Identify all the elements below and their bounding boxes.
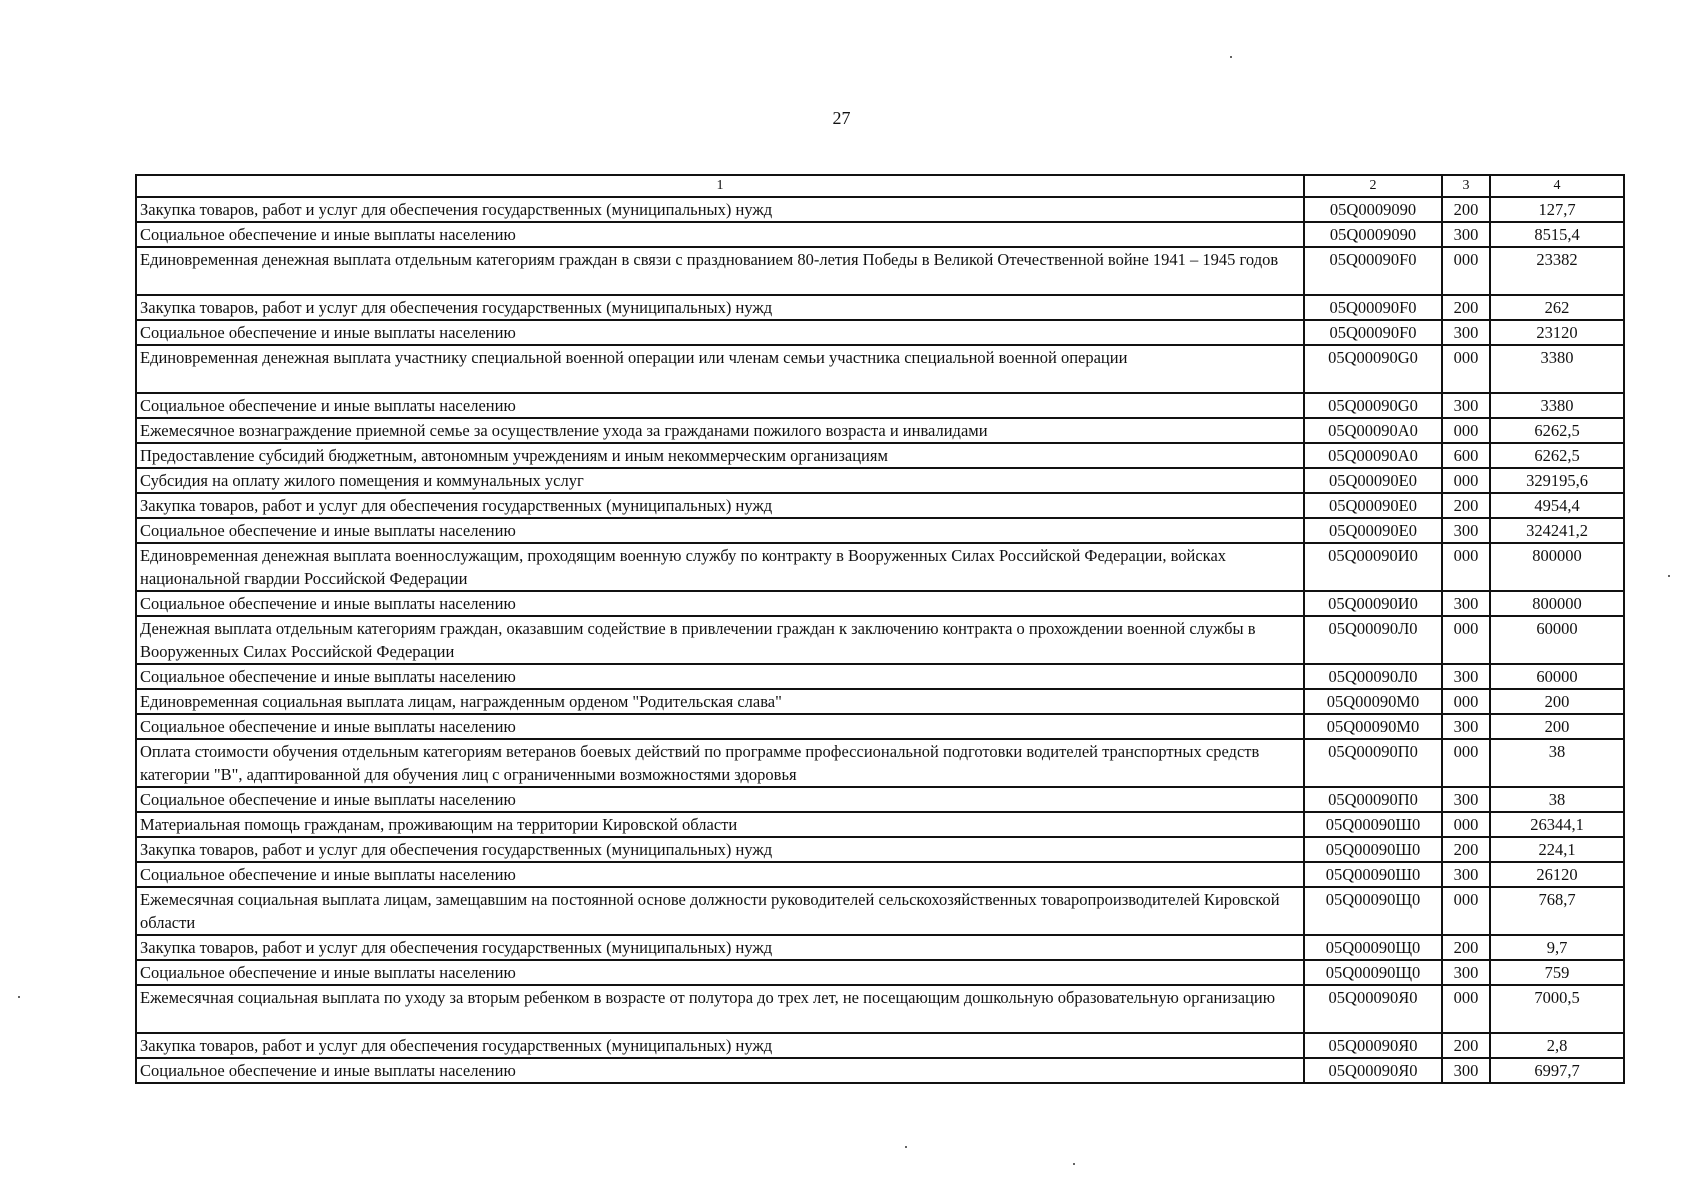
table-row [136,222,1624,247]
row-kvr: 300 [1442,1058,1490,1083]
row-name: Денежная выплата отдельным категориям граждан, оказавшим содействие в привлечении граждан к заключению контракта о прохождении военной службы в Вооруженных Силах Российской Федерации [136,616,1304,664]
row-kvr: 000 [1442,739,1490,787]
row-sum: 200 [1490,689,1624,714]
row-sum: 4954,4 [1490,493,1624,518]
row-kvr: 200 [1442,837,1490,862]
row-kvr: 000 [1442,418,1490,443]
row-sum: 60000 [1490,664,1624,689]
row-sum: 200 [1490,714,1624,739]
row-name: Социальное обеспечение и иные выплаты населению [136,518,1304,543]
row-kvr: 200 [1442,295,1490,320]
table-row [136,295,1624,320]
row-name: Материальная помощь гражданам, проживающим на территории Кировской области [136,812,1304,837]
row-kvr: 000 [1442,887,1490,935]
row-sum: 6997,7 [1490,1058,1624,1083]
table-row [136,616,1624,664]
table-row [136,739,1624,787]
row-sum: 324241,2 [1490,518,1624,543]
row-sum: 3380 [1490,345,1624,393]
row-sum: 759 [1490,960,1624,985]
row-kvr: 300 [1442,714,1490,739]
row-name: Социальное обеспечение и иные выплаты населению [136,787,1304,812]
table-row [136,689,1624,714]
row-sum: 60000 [1490,616,1624,664]
row-kvr: 200 [1442,935,1490,960]
row-code: 05Q00090Щ0 [1304,935,1442,960]
row-code: 05Q00090Щ0 [1304,960,1442,985]
row-code: 05Q00090Ш0 [1304,812,1442,837]
table-row [136,591,1624,616]
row-name: Единовременная социальная выплата лицам, награжденным орденом "Родительская слава" [136,689,1304,714]
row-code: 05Q00090П0 [1304,787,1442,812]
row-code: 05Q00090E0 [1304,518,1442,543]
table-row [136,1033,1624,1058]
row-name: Закупка товаров, работ и услуг для обеспечения государственных (муниципальных) нужд [136,837,1304,862]
row-name: Социальное обеспечение и иные выплаты населению [136,664,1304,689]
row-name: Единовременная денежная выплата участнику специальной военной операции или членам семьи участника специальной военной операции [136,345,1304,393]
row-code: 05Q00090И0 [1304,591,1442,616]
row-name: Ежемесячное вознаграждение приемной семье за осуществление ухода за гражданами пожилого возраста и инвалидами [136,418,1304,443]
page-number: 27 [832,108,851,128]
row-kvr: 300 [1442,664,1490,689]
row-kvr: 300 [1442,393,1490,418]
row-name: Субсидия на оплату жилого помещения и коммунальных услуг [136,468,1304,493]
table-row [136,1058,1624,1083]
row-code: 05Q00090F0 [1304,295,1442,320]
table-row [136,985,1624,1033]
row-kvr: 300 [1442,518,1490,543]
row-name: Единовременная денежная выплата отдельным категориям граждан в связи с празднованием 80-летия Победы в Великой Отечественной войне 1941 – 1945 годов [136,247,1304,295]
row-sum: 6262,5 [1490,443,1624,468]
row-kvr: 000 [1442,247,1490,295]
row-kvr: 000 [1442,985,1490,1033]
row-kvr: 000 [1442,543,1490,591]
row-sum: 23382 [1490,247,1624,295]
row-sum: 38 [1490,739,1624,787]
row-sum: 23120 [1490,320,1624,345]
table-row [136,320,1624,345]
table-row [136,345,1624,393]
row-name: Социальное обеспечение и иные выплаты населению [136,960,1304,985]
header-col-2: 2 [1304,175,1442,197]
row-kvr: 300 [1442,787,1490,812]
row-sum: 224,1 [1490,837,1624,862]
table-row [136,197,1624,222]
table-row [136,664,1624,689]
table-row [136,468,1624,493]
row-code: 05Q00090Я0 [1304,1058,1442,1083]
table-row [136,247,1624,295]
row-name: Ежемесячная социальная выплата по уходу за вторым ребенком в возрасте от полутора до трех лет, не посещающим дошкольную образовательную организацию [136,985,1304,1033]
row-name: Ежемесячная социальная выплата лицам, замещавшим на постоянной основе должности руководителей сельскохозяйственных товаропроизводителей Кировской области [136,887,1304,935]
row-sum: 329195,6 [1490,468,1624,493]
row-kvr: 300 [1442,320,1490,345]
row-name: Закупка товаров, работ и услуг для обеспечения государственных (муниципальных) нужд [136,1033,1304,1058]
header-col-4: 4 [1490,175,1624,197]
row-sum: 26120 [1490,862,1624,887]
row-kvr: 000 [1442,616,1490,664]
row-code: 05Q00090И0 [1304,543,1442,591]
scan-speck [905,1146,907,1148]
row-name: Социальное обеспечение и иные выплаты населению [136,222,1304,247]
table-row [136,862,1624,887]
row-name: Социальное обеспечение и иные выплаты населению [136,320,1304,345]
row-name: Закупка товаров, работ и услуг для обеспечения государственных (муниципальных) нужд [136,493,1304,518]
budget-table [135,174,1625,1084]
row-sum: 127,7 [1490,197,1624,222]
row-kvr: 600 [1442,443,1490,468]
row-kvr: 000 [1442,345,1490,393]
row-name: Социальное обеспечение и иные выплаты населению [136,714,1304,739]
header-col-3: 3 [1442,175,1490,197]
row-kvr: 200 [1442,1033,1490,1058]
row-code: 05Q00090G0 [1304,345,1442,393]
row-code: 05Q00090G0 [1304,393,1442,418]
row-sum: 9,7 [1490,935,1624,960]
table-body [136,197,1624,1083]
row-sum: 768,7 [1490,887,1624,935]
row-name: Закупка товаров, работ и услуг для обеспечения государственных (муниципальных) нужд [136,197,1304,222]
table-row [136,887,1624,935]
row-code: 05Q00090Ш0 [1304,837,1442,862]
row-kvr: 300 [1442,591,1490,616]
row-kvr: 300 [1442,960,1490,985]
table-row [136,443,1624,468]
table-row [136,418,1624,443]
row-code: 05Q00090Л0 [1304,664,1442,689]
row-code: 05Q00090П0 [1304,739,1442,787]
row-kvr: 000 [1442,689,1490,714]
row-code: 05Q00090A0 [1304,443,1442,468]
row-name: Социальное обеспечение и иные выплаты населению [136,862,1304,887]
row-sum: 2,8 [1490,1033,1624,1058]
row-sum: 26344,1 [1490,812,1624,837]
row-name: Социальное обеспечение и иные выплаты населению [136,591,1304,616]
header-row [136,175,1624,197]
row-code: 05Q00090Л0 [1304,616,1442,664]
row-sum: 800000 [1490,591,1624,616]
row-code: 05Q0009090 [1304,222,1442,247]
scan-speck [18,996,20,998]
row-kvr: 300 [1442,222,1490,247]
table-row [136,393,1624,418]
row-name: Социальное обеспечение и иные выплаты населению [136,393,1304,418]
row-code: 05Q00090Ш0 [1304,862,1442,887]
scan-speck [1073,1163,1075,1165]
row-sum: 262 [1490,295,1624,320]
row-name: Закупка товаров, работ и услуг для обеспечения государственных (муниципальных) нужд [136,935,1304,960]
table-row [136,493,1624,518]
row-name: Оплата стоимости обучения отдельным категориям ветеранов боевых действий по программе профессиональной подготовки водителей транспортных средств категории "B", адаптированной для обучения лиц с ограниченными возможностями здоровья [136,739,1304,787]
row-code: 05Q00090E0 [1304,493,1442,518]
budget-table-wrapper [135,174,1623,1084]
row-kvr: 300 [1442,862,1490,887]
row-name: Предоставление субсидий бюджетным, автономным учреждениям и иным некоммерческим организациям [136,443,1304,468]
header-col-1: 1 [136,175,1304,197]
row-code: 05Q00090Щ0 [1304,887,1442,935]
table-row [136,787,1624,812]
table-row [136,935,1624,960]
row-code: 05Q00090E0 [1304,468,1442,493]
row-sum: 38 [1490,787,1624,812]
row-sum: 800000 [1490,543,1624,591]
row-kvr: 000 [1442,812,1490,837]
scan-speck [1230,56,1232,58]
row-name: Единовременная денежная выплата военнослужащим, проходящим военную службу по контракту в Вооруженных Силах Российской Федерации, войсках национальной гвардии Российской Федерации [136,543,1304,591]
row-code: 05Q00090М0 [1304,714,1442,739]
row-name: Социальное обеспечение и иные выплаты населению [136,1058,1304,1083]
table-row [136,960,1624,985]
row-code: 05Q0009090 [1304,197,1442,222]
row-kvr: 000 [1442,468,1490,493]
scan-speck [1668,575,1670,577]
row-code: 05Q00090Я0 [1304,1033,1442,1058]
row-kvr: 200 [1442,493,1490,518]
row-code: 05Q00090F0 [1304,320,1442,345]
row-code: 05Q00090М0 [1304,689,1442,714]
table-row [136,812,1624,837]
row-code: 05Q00090Я0 [1304,985,1442,1033]
row-sum: 7000,5 [1490,985,1624,1033]
row-code: 05Q00090F0 [1304,247,1442,295]
row-sum: 3380 [1490,393,1624,418]
row-kvr: 200 [1442,197,1490,222]
table-row [136,837,1624,862]
table-row [136,518,1624,543]
row-sum: 6262,5 [1490,418,1624,443]
row-code: 05Q00090A0 [1304,418,1442,443]
row-name: Закупка товаров, работ и услуг для обеспечения государственных (муниципальных) нужд [136,295,1304,320]
table-row [136,714,1624,739]
row-sum: 8515,4 [1490,222,1624,247]
table-row [136,543,1624,591]
